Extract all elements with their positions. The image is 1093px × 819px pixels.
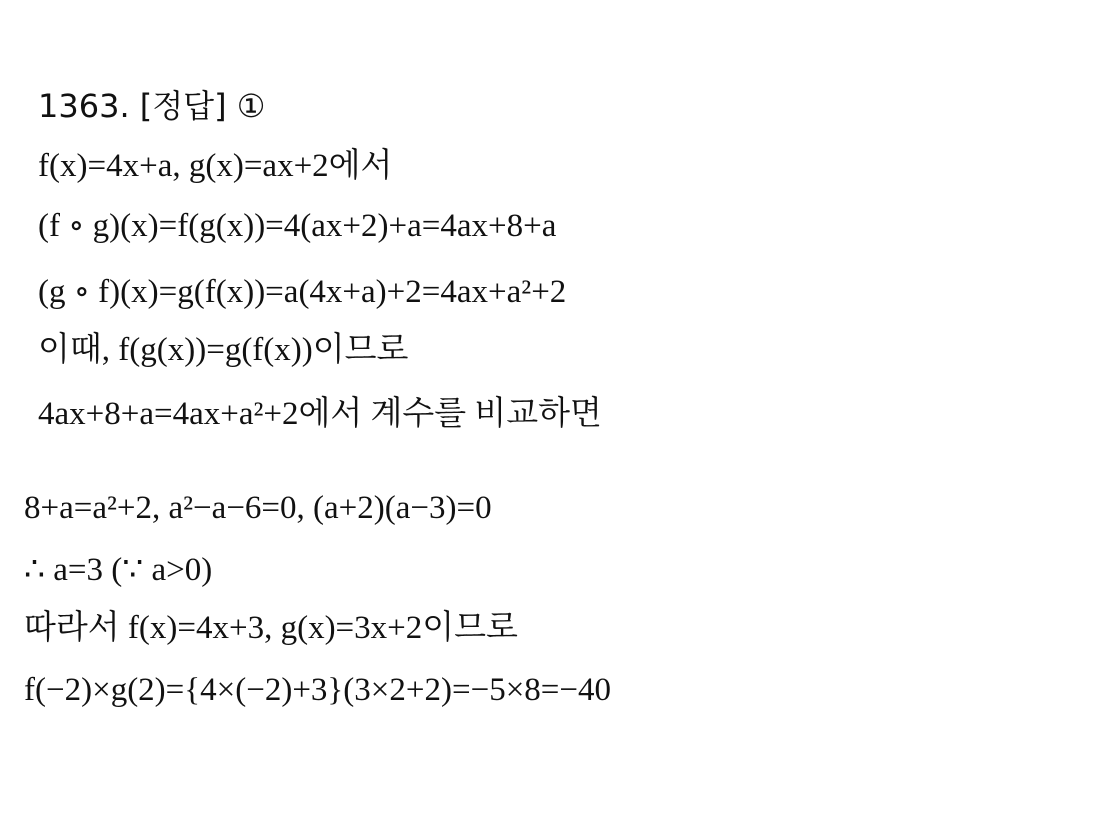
problem-header: 1363. [정답] ① (38, 87, 266, 125)
solution-line-2: (f ∘ g)(x)=f(g(x))=4(ax+2)+a=4ax+8+a (38, 208, 557, 244)
solution-line-3: (g ∘ f)(x)=g(f(x))=a(4x+a)+2=4ax+a²+2 (38, 274, 567, 310)
solution-line-1: f(x)=4x+a, g(x)=ax+2에서 (38, 148, 393, 184)
solution-line-4: 이때, f(g(x))=g(f(x))이므로 (38, 332, 409, 368)
solution-line-5: 4ax+8+a=4ax+a²+2에서 계수를 비교하면 (38, 396, 602, 432)
solution-line-7: ∴ a=3 (∵ a>0) (24, 552, 213, 588)
solution-line-9: f(−2)×g(2)={4×(−2)+3}(3×2+2)=−5×8=−40 (24, 672, 612, 708)
solution-line-8: 따라서 f(x)=4x+3, g(x)=3x+2이므로 (24, 610, 518, 646)
solution-line-6: 8+a=a²+2, a²−a−6=0, (a+2)(a−3)=0 (24, 490, 492, 526)
